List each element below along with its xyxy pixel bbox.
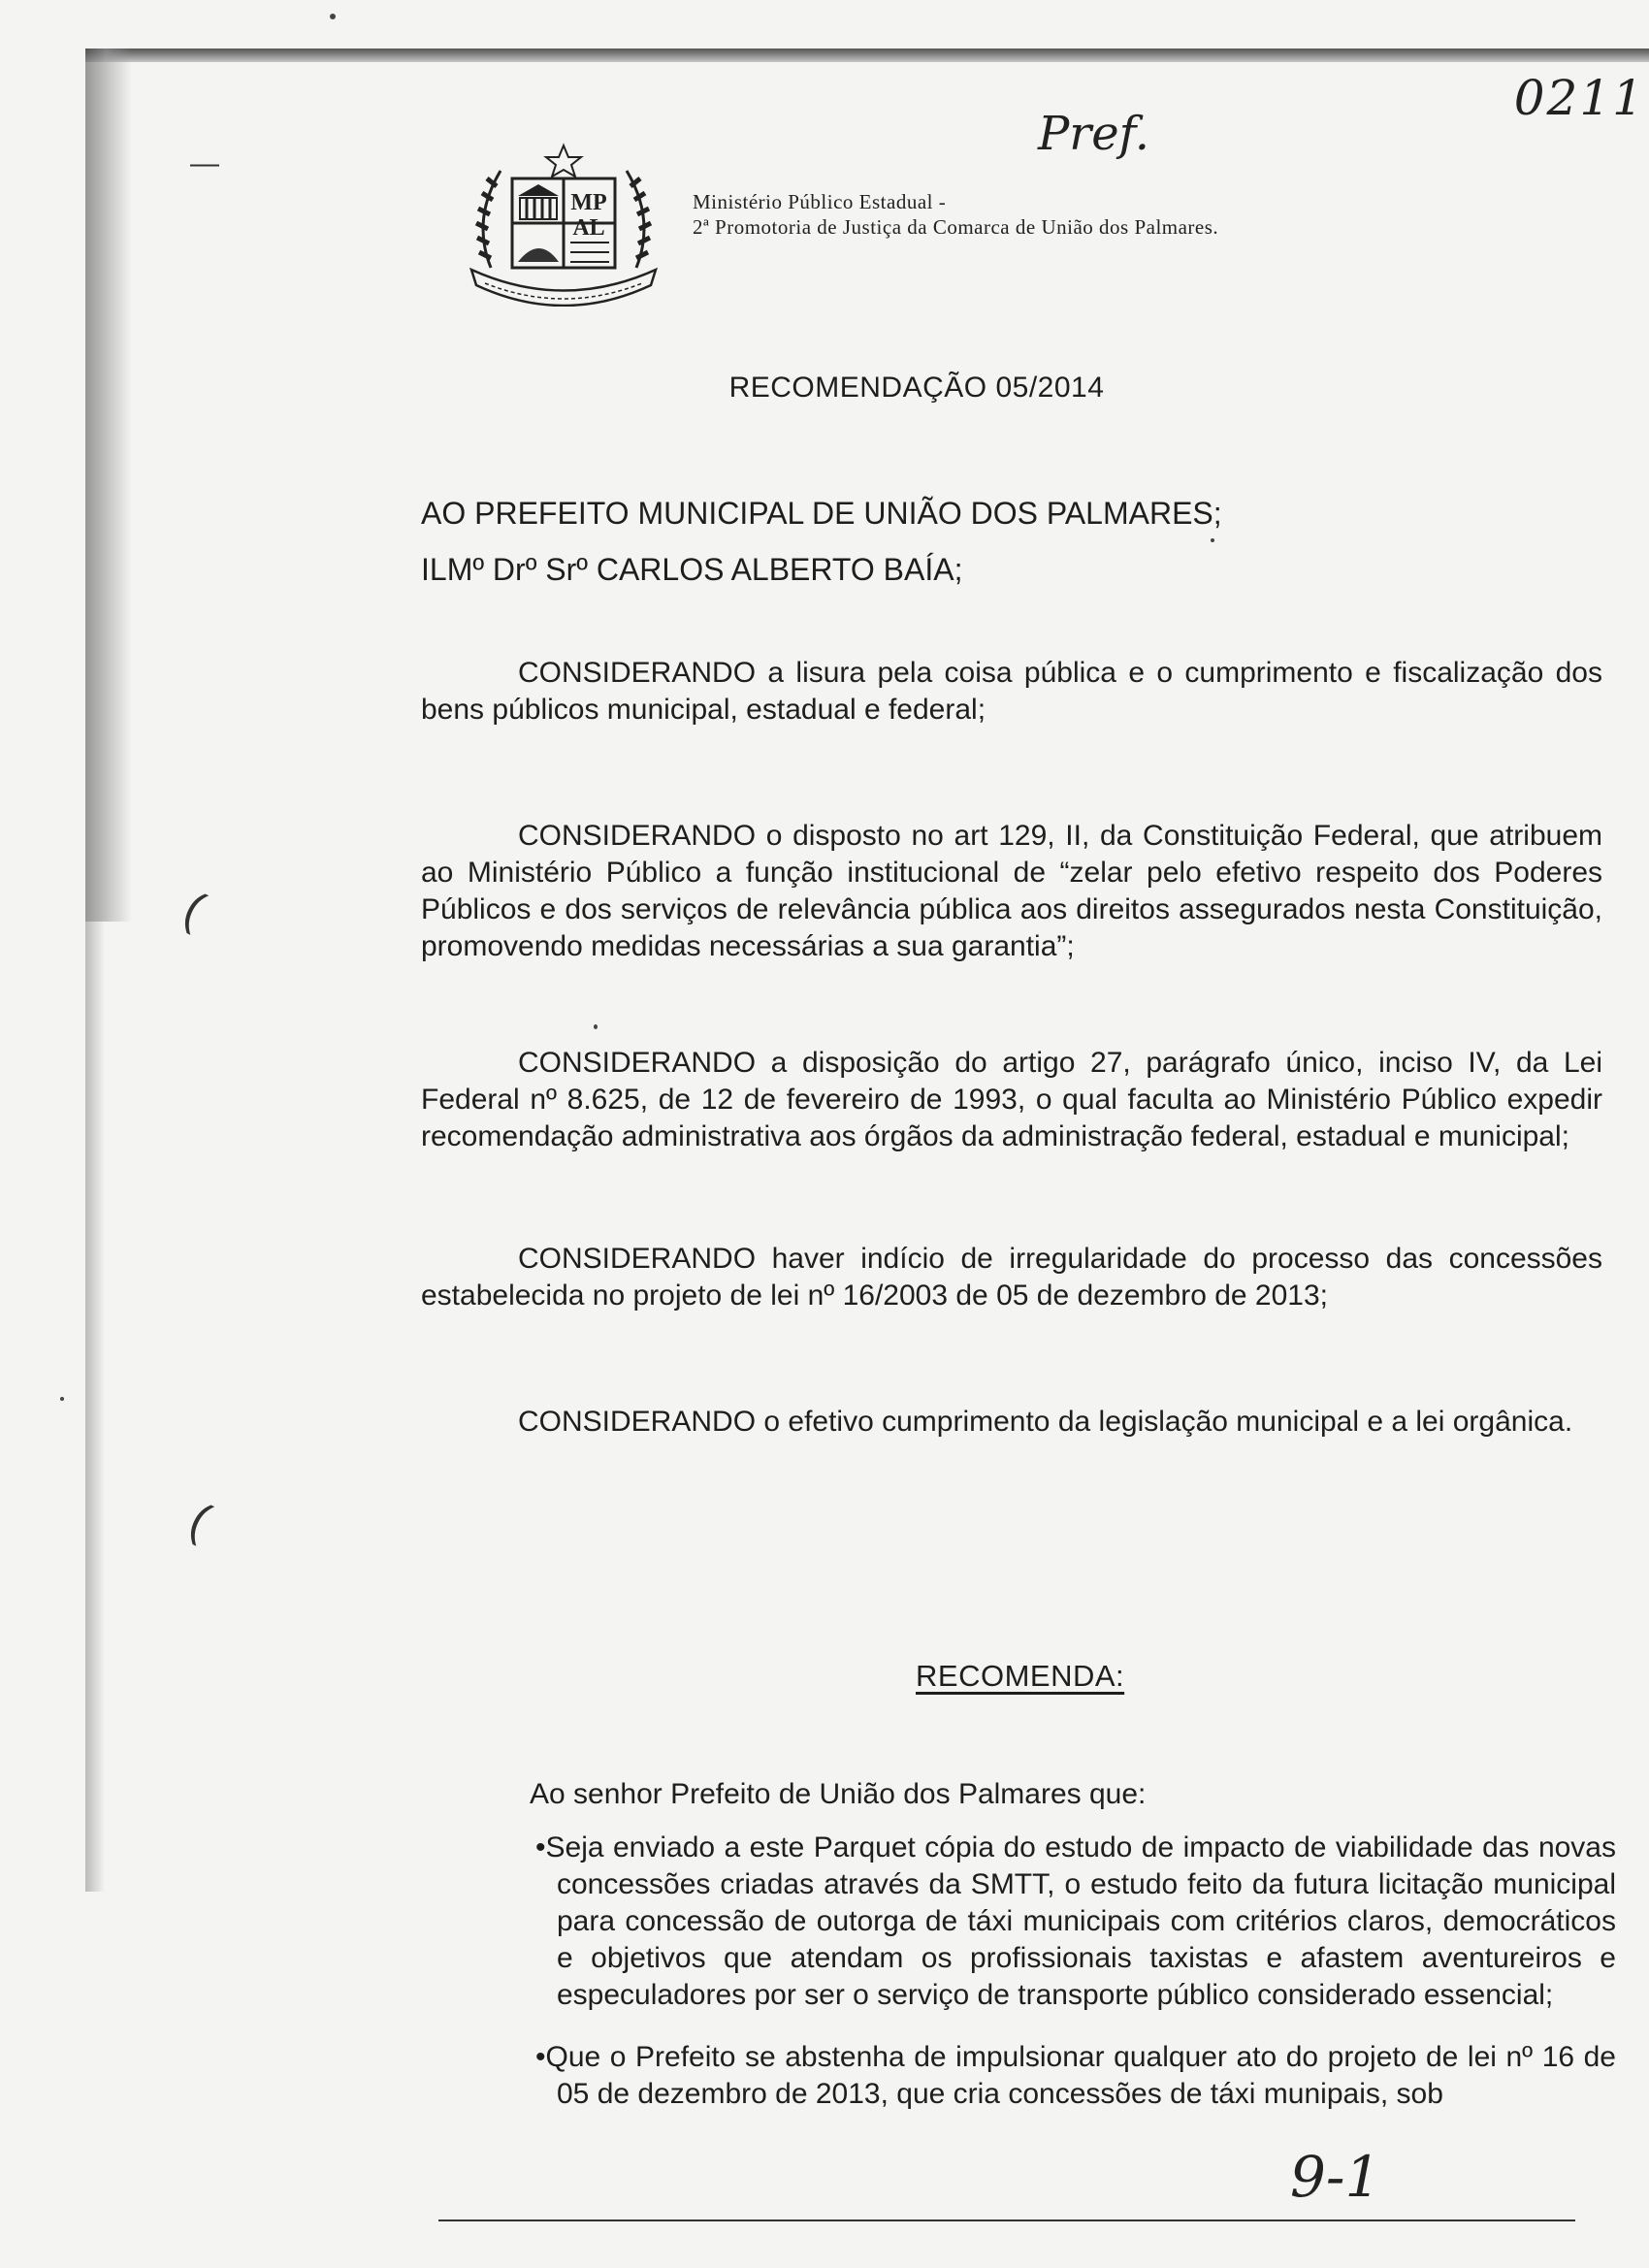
list-item: [485, 1830, 1616, 2014]
seal-letters-mp: MP: [570, 190, 607, 215]
addressee-line-2: ILMº Drº Srº CARLOS ALBERTO BAÍA;: [421, 552, 963, 587]
scan-speck: [330, 14, 336, 19]
list-item-text: •Que o Prefeito se abstenha de impulsionar qualquer ato do projeto de lei nº 16 de 05 de dezembro de 2013, que cria concessões de táxi munipais, sob: [535, 2041, 1616, 2110]
considerandos-section: [421, 655, 1602, 1441]
recommendation-list: [485, 1830, 1616, 2138]
addressee-block: [421, 485, 1222, 598]
considerando-paragraph: CONSIDERANDO o efetivo cumprimento da legislação municipal e a lei orgânica.: [518, 1406, 1573, 1438]
letterhead-line-2: 2ª Promotoria de Justiça da Comarca de União dos Palmares.: [693, 215, 1219, 239]
scan-artifact-dash: —: [190, 147, 219, 179]
page-number-handwritten: 0211: [1513, 70, 1645, 126]
scan-frame-left-edge: [85, 49, 132, 922]
document-title: RECOMENDAÇÃO 05/2014: [728, 372, 1105, 404]
considerando-paragraph: CONSIDERANDO a lisura pela coisa pública e o cumprimento e fiscalização dos bens públicos municipal, estadual e federal;: [421, 657, 1602, 726]
handwritten-initials: 9-1: [1290, 2144, 1381, 2210]
scan-frame-left-fade: [85, 922, 105, 1892]
footer-rule: [438, 2219, 1575, 2221]
list-item-text: •Seja enviado a este Parquet cópia do estudo de impacto de viabilidade das novas concessões criadas através da SMTT, o estudo feito da futura licitação municipal para concessão de outorga de táxi municipais com critérios claros, democráticos e objetivos que atendam os profissionais taxistas e afastem aventureiros e especuladores por ser o serviço de transporte público considerado essencial;: [535, 1831, 1616, 2011]
considerando-paragraph: CONSIDERANDO haver indício de irregularidade do processo das concessões estabelecida no projeto de lei nº 16/2003 de 05 de dezembro de 2013;: [421, 1243, 1602, 1312]
seal-letters-al: AL: [572, 215, 605, 241]
letterhead: [462, 142, 1218, 307]
scan-speck: [60, 1397, 64, 1401]
handwritten-note: Pref.: [1038, 107, 1149, 161]
recommendation-intro: Ao senhor Prefeito de União dos Palmares que:: [530, 1778, 1147, 1810]
considerando-paragraph: CONSIDERANDO o disposto no art 129, II, da Constituição Federal, que atribuem ao Ministério Público a função institucional de “zelar pelo efetivo respeito dos Poderes Públicos e dos serviços de relevância pública aos direitos assegurados nesta Constituição, promovendo medidas necessárias a sua garantia”;: [421, 820, 1602, 962]
list-item: [485, 2039, 1616, 2113]
scan-artifact-crescent: (: [176, 883, 212, 936]
letterhead-line-1: Ministério Público Estadual -: [693, 190, 947, 213]
scan-artifact-crescent: (: [181, 1494, 218, 1547]
ministerio-publico-seal-icon: [462, 142, 665, 307]
considerando-paragraph: CONSIDERANDO a disposição do artigo 27, parágrafo único, inciso IV, da Lei Federal nº 8.625, de 12 de fevereiro de 1993, o qual faculta ao Ministério Público expedir recomendação administrativa aos órgãos da administração federal, estadual e municipal;: [421, 1047, 1602, 1152]
scan-frame-top-edge: [85, 49, 1649, 62]
recomenda-heading: RECOMENDA:: [916, 1659, 1125, 1693]
addressee-line-1: AO PREFEITO MUNICIPAL DE UNIÃO DOS PALMARES;: [421, 496, 1222, 531]
